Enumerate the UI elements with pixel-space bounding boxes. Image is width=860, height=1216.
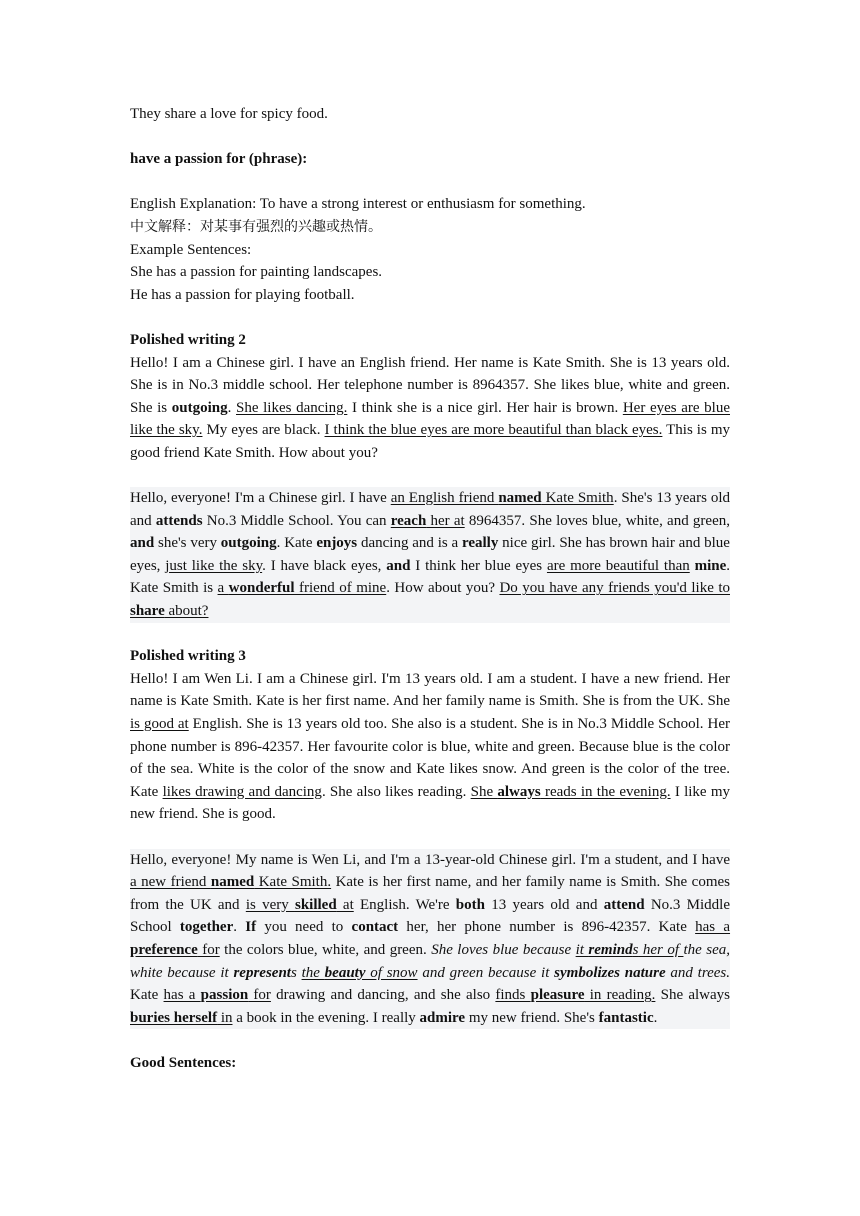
polished-paragraph: Hello, everyone! My name is Wen Li, and I'm a 13-year-old Chinese girl. I'm a student, and I have a new friend named Kate Smith. Kate is her first name, and her family name is Smith. She comes from the UK and is very skilled at English. We're both 13 years old and attend No.3 Middle School together. If you need to contact her, her phone number is 896-42357. Kate has a preference for the colors blue, white, and green. She loves blue because it reminds her of the sea, white because it represents the beauty of snow and green because it symbolizes nature and trees. Kate has a passion for drawing and dancing, and she also finds pleasure in reading. She always buries herself in a book in the evening. I really admire my new friend. She's fantastic. (130, 849, 730, 1030)
section-heading: Polished writing 3 (130, 648, 246, 665)
example-label: Example Sentences: (130, 241, 252, 258)
phrase-heading: have a passion for (phrase): (130, 151, 308, 168)
document-page (130, 103, 730, 1075)
original-paragraph: Hello! I am a Chinese girl. I have an English friend. Her name is Kate Smith. She is 13 years old. She is in No.3 middle school. Her telephone number is 8964357. She likes blue, white and green. She is outgoing. She likes dancing. I think she is a nice girl. Her hair is brown. Her eyes are blue like the sky. My eyes are black. I think the blue eyes are more beautiful than black eyes. This is my good friend Kate Smith. How about you? (130, 354, 730, 461)
example-sentence: He has a passion for playing football. (130, 286, 355, 303)
phrase-explanation-zh: 中文解释：对某事有强烈的兴趣或热情。 (130, 218, 382, 235)
intro-line: They share a love for spicy food. (130, 106, 328, 122)
example-sentence: She has a passion for painting landscapes. (130, 264, 383, 281)
polished-paragraph: Hello, everyone! I'm a Chinese girl. I have an English friend named Kate Smith. She's 13 years old and attends No.3 Middle School. You can reach her at 8964357. She loves blue, white, and green, and she's very outgoing. Kate enjoys dancing and is a really nice girl. She has brown hair and blue eyes, just like the sky. I have black eyes, and I think her blue eyes are more beautiful than mine. Kate Smith is a wonderful friend of mine. How about you? Do you have any friends you'd like to share about? (130, 487, 730, 623)
section-heading: Polished writing 2 (130, 331, 246, 348)
phrase-explanation-en: English Explanation: To have a strong interest or enthusiasm for something. (130, 196, 586, 213)
original-paragraph: Hello! I am Wen Li. I am a Chinese girl. I'm 13 years old. I am a student. I have a new friend. Her name is Kate Smith. Kate is her first name. And her family name is Smith. She is from the UK. She is good at English. She is 13 years old too. She also is a student. She is in No.3 Middle School. Her phone number is 896-42357. Her favourite color is blue, white and green. Because blue is the color of the sea. White is the color of the snow and Kate likes snow. And green is the color of the tree. Kate likes drawing and dancing. She also likes reading. She always reads in the evening. I like my new friend. She is good. (130, 670, 730, 823)
good-sentences-heading: Good Sentences: (130, 1054, 237, 1071)
